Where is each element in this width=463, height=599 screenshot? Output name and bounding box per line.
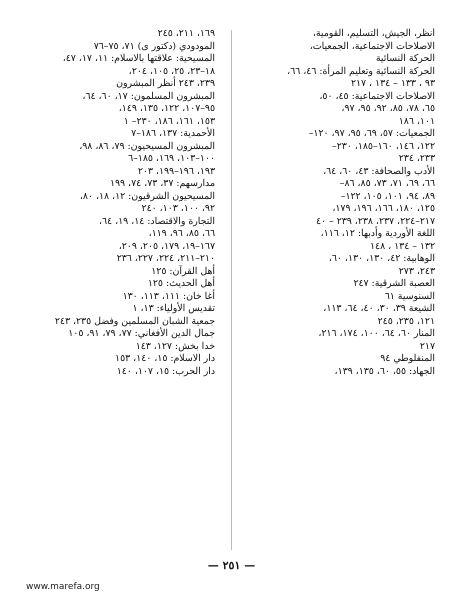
index-entry-line: ٨٩، ٩٤، ١٠١، ١٠٥، ١٢٢–: [340, 190, 435, 202]
index-entry-line: المنار ٦٠، ٦٤، ١٠٠، ١٧٤، ٢١٦،: [318, 328, 435, 339]
index-entry-line: ٦٥، ٧٨، ٨٥، ٩٢، ٩٥، ٩٧،: [341, 103, 435, 114]
index-entry-line: ٢٤٣، ٢٧٣: [398, 265, 435, 277]
index-entry-line: الوهابية: ٤٢، ١٣٠، ١٣٠، ٦٠،: [328, 253, 435, 264]
index-entry-line: ٦٦، ٦٩، ٧١، ٧٣، ٨٥، ٨٦–: [339, 178, 435, 189]
index-entry-line: العصبة الشرقية: ٢٤٧: [353, 278, 435, 289]
index-entry-line: الاصلاحات الاجتماعية، الجمعيات،: [309, 40, 435, 52]
index-entry-line: الجمعيات: ٥٧، ٦٩، ٩٥، ٩٧، ١٢٠–: [308, 128, 435, 139]
index-entry-line: السنوسية ٦١: [384, 290, 435, 302]
index-entry-line: ١٠١، ١٨٦: [398, 115, 435, 127]
index-entry-line: دار الحرب: ١٥، ١٠٧، ١٤٠: [116, 365, 215, 377]
index-entry-line: ١٦٧–١٩، ١٧٩، ٢٠٥، ٢٠٩،: [118, 240, 215, 252]
index-entry-line: ٩٢، ١٠٠، ١٠٣، ٢٤٠: [141, 203, 215, 214]
index-entry-line: التجارة والاقتصاد: ١٤، ١٩، ٦٤،: [98, 215, 215, 227]
index-entry-line: ٢٣٩، ٢٤٣ أنظر المبشرون: [116, 78, 215, 89]
index-entry-line: المودودي (دكتور ى) ٧١، ٧٥–٧٦: [93, 40, 215, 52]
index-entry-line: المبشرون المسلمون: ١٧، ٦٠، ٦٤،: [82, 90, 215, 102]
index-entry-line: ١٦٩، ٢١١، ٢٤٥: [157, 28, 215, 39]
index-entry-line: ٢١٠–٢١١، ٢٢٤، ٢٢٧، ٢٣٦: [116, 253, 215, 264]
index-entry-line: ١٨–٢٣، ٢٥، ١٠٥، ٢٠٤،: [128, 65, 215, 77]
index-entry-line: ١٢١، ٢٣٥، ٢٤٥: [377, 315, 435, 327]
index-entry-line: الاصلاحات الاجتماعية: ٤٥، ٥٠،: [319, 90, 435, 102]
index-column-left: [15, 28, 215, 378]
index-entry-line: جمعية الشبان المسلمين وفضل ٢٣٥، ٢٤٣: [54, 315, 215, 327]
index-entry-line: الأحمدية: ١٣٧، ١٨٦–٧: [131, 128, 215, 139]
index-entry-line: ٦٦، ٨٥، ٩٦، ١١٩،: [148, 228, 215, 239]
index-entry-line: الحركة النسائية وتعليم المرأة: ٤٦، ٦٦،: [287, 65, 435, 77]
index-entry-line: ١٥٣، ١٦١، ١٨٦، ٢٣٠– ١: [123, 115, 215, 127]
column-divider: [231, 30, 232, 550]
index-entry-line: دار الاسلام: ١٥، ١٤٠، ١٥٣: [115, 353, 215, 364]
index-entry-line: تقديس الأولياء: ١٣، ١: [132, 303, 215, 314]
index-entry-line: أهل القرآن: ١٢٥: [151, 265, 215, 277]
index-entry-line: المسيحية: علاقتها بالاسلام: ١١، ١٧، ٤٧،: [62, 53, 215, 64]
index-entry-line: أنظر، الجيش، التسليم، القومية،: [312, 28, 435, 39]
index-entry-line: اللغة الأوردية وأدبها: ١٢، ١١٦،: [320, 228, 435, 239]
index-entry-line: ٢١٧–٢٢٤، ٢٣٧، ٢٣٨، ٢٣٩ – ٤٠: [315, 215, 435, 227]
index-entry-line: الجهاد: ٥٥، ٦٠، ١٣٥، ١٣٩،: [334, 365, 435, 377]
index-entry-line: المنفلوطي ٩٤: [380, 353, 435, 364]
index-column-right: [225, 28, 435, 378]
page-number: — ٢٥١ —: [207, 559, 256, 572]
index-entry-line: ٢٣٣، ٢٣٤: [398, 153, 435, 164]
index-entry-line: المبشرون المسيحيون: ٧٩، ٨٦، ٩٨،: [79, 140, 215, 152]
index-entry-line: ١٢٥، ١٨٠، ١٦٦، ١٩٦، ١٧٩،: [332, 203, 435, 214]
index-entry-line: خدا بخش: ١٢٧، ١٤٣: [135, 340, 215, 352]
index-entry-line: ١٩٣، ١٩٦–١٩٩، ٢٠٣: [137, 165, 215, 177]
index-entry-line: أهل الحديث: ١٢٥: [147, 278, 215, 289]
index-entry-line: ١٠٠–١٠٣، ١٦٩، ١٨٥–٦: [128, 153, 215, 164]
index-entry-line: أغا خان: ١١١، ١١٣، ١٣٠: [122, 290, 215, 302]
index-entry-line: ١٣٢ – ١٣٤ ، ١٤٨: [370, 240, 435, 252]
index-entry-line: مدارسهم: ٣٧، ٧٣، ٧٤، ١٩٩: [109, 178, 215, 189]
index-entry-line: جمال الدين الأفغاني: ٧٧، ٧٩، ٩١، ١٠٥: [68, 328, 215, 339]
index-entry-line: الشيعة ٣٩، ٣٠، ٤٠، ٦٤، ١١٣،: [323, 303, 435, 314]
index-entry-line: ٩٣ ، ١٣٣ – ١٣٤ ، ٢١٧: [350, 78, 435, 89]
index-entry-line: الأدب والصحافة: ٤٣، ٦٠، ٦٤،: [323, 165, 435, 177]
index-entry-line: الحركة النسائية: [375, 53, 435, 64]
index-entry-line: المسيحيون الشرقيون: ١٢، ١٨، ٨٠،: [79, 190, 215, 202]
index-entry-line: ٩٥–١٠٧، ١٢٢، ١٣٥، ١٤٩،: [118, 103, 215, 114]
index-entry-line: ١٢٢، ١٤٦، ١٦٠–١٨٥، ٢٣٠–: [332, 140, 435, 152]
footer-url[interactable]: www.marefa.org: [26, 582, 100, 592]
index-entry-line: ٢١٧: [419, 340, 435, 352]
